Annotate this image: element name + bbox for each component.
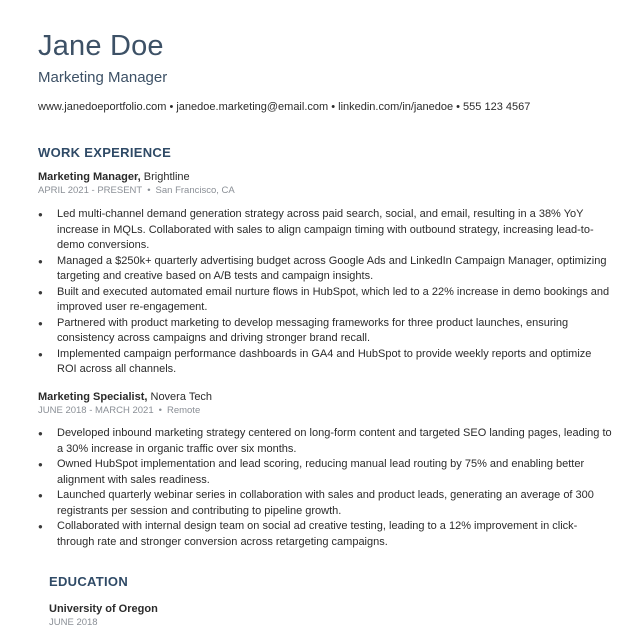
list-item: ● Led multi-channel demand generation strategy across paid search, social, and email, resulting in a 38% YoY increase in MQLs. Collaborated with sales to align campaign timing with outbound strategy, increasing lead-to-demo conversions.	[38, 207, 613, 254]
list-item: ● Implemented campaign performance dashboards in GA4 and HubSpot to provide weekly reports and optimize ROI across all channels.	[38, 347, 613, 378]
candidate-name: Jane Doe	[38, 30, 164, 62]
job-2-location: Remote	[166, 405, 201, 416]
list-item: ● Collaborated with internal design team on social ad creative testing, leading to a 12% improvement in click-through rate and stronger conversion across retargeting campaigns.	[38, 519, 613, 550]
school-date: JUNE 2018	[49, 617, 98, 628]
job-1-meta	[38, 185, 235, 196]
education-heading: EDUCATION	[49, 574, 129, 589]
job-2-company: Novera Tech	[150, 391, 213, 403]
list-item: ● Developed inbound marketing strategy centered on long-form content and targeted SEO landing pages, leading to a 30% increase in organic traffic over six months.	[38, 426, 613, 457]
job-2-title	[38, 391, 212, 403]
list-item: ● Launched quarterly webinar series in collaboration with sales and product leads, generating an average of 300 registrants per session and contributing to pipeline growth.	[38, 488, 613, 519]
job-1-dates: APRIL 2021 - PRESENT	[38, 185, 143, 196]
job-1-role: Marketing Manager,	[38, 171, 141, 183]
school-name: University of Oregon	[49, 603, 158, 615]
job-1-bullets	[38, 207, 613, 378]
list-item: ● Owned HubSpot implementation and lead scoring, reducing manual lead routing by 75% and enabling better alignment with sales readiness.	[38, 457, 613, 488]
job-1-location: San Francisco, CA	[155, 185, 235, 196]
job-2-dates: JUNE 2018 - MARCH 2021	[38, 405, 154, 416]
job-1-separator: •	[147, 185, 151, 196]
job-2-separator: •	[158, 405, 162, 416]
list-item: ● Built and executed automated email nurture flows in HubSpot, which led to a 22% increase in demo bookings and improved user re-engagement.	[38, 285, 613, 316]
job-2-meta	[38, 405, 200, 416]
job-2-bullets	[38, 426, 613, 550]
work-experience-heading: WORK EXPERIENCE	[38, 145, 172, 160]
job-1-company: Brightline	[143, 171, 190, 183]
contact-line: www.janedoeportfolio.com • janedoe.marketing@email.com • linkedin.com/in/janedoe • 555 123 4567	[38, 101, 531, 113]
list-item: ● Managed a $250k+ quarterly advertising budget across Google Ads and LinkedIn Campaign Manager, optimizing targeting and creative based on A/B tests and campaign insights.	[38, 254, 613, 285]
job-2-role: Marketing Specialist,	[38, 391, 148, 403]
list-item: ● Partnered with product marketing to develop messaging frameworks for three product launches, ensuring consistency across campaigns and driving stronger brand recall.	[38, 316, 613, 347]
candidate-title: Marketing Manager	[38, 69, 168, 86]
job-1-title	[38, 171, 190, 183]
